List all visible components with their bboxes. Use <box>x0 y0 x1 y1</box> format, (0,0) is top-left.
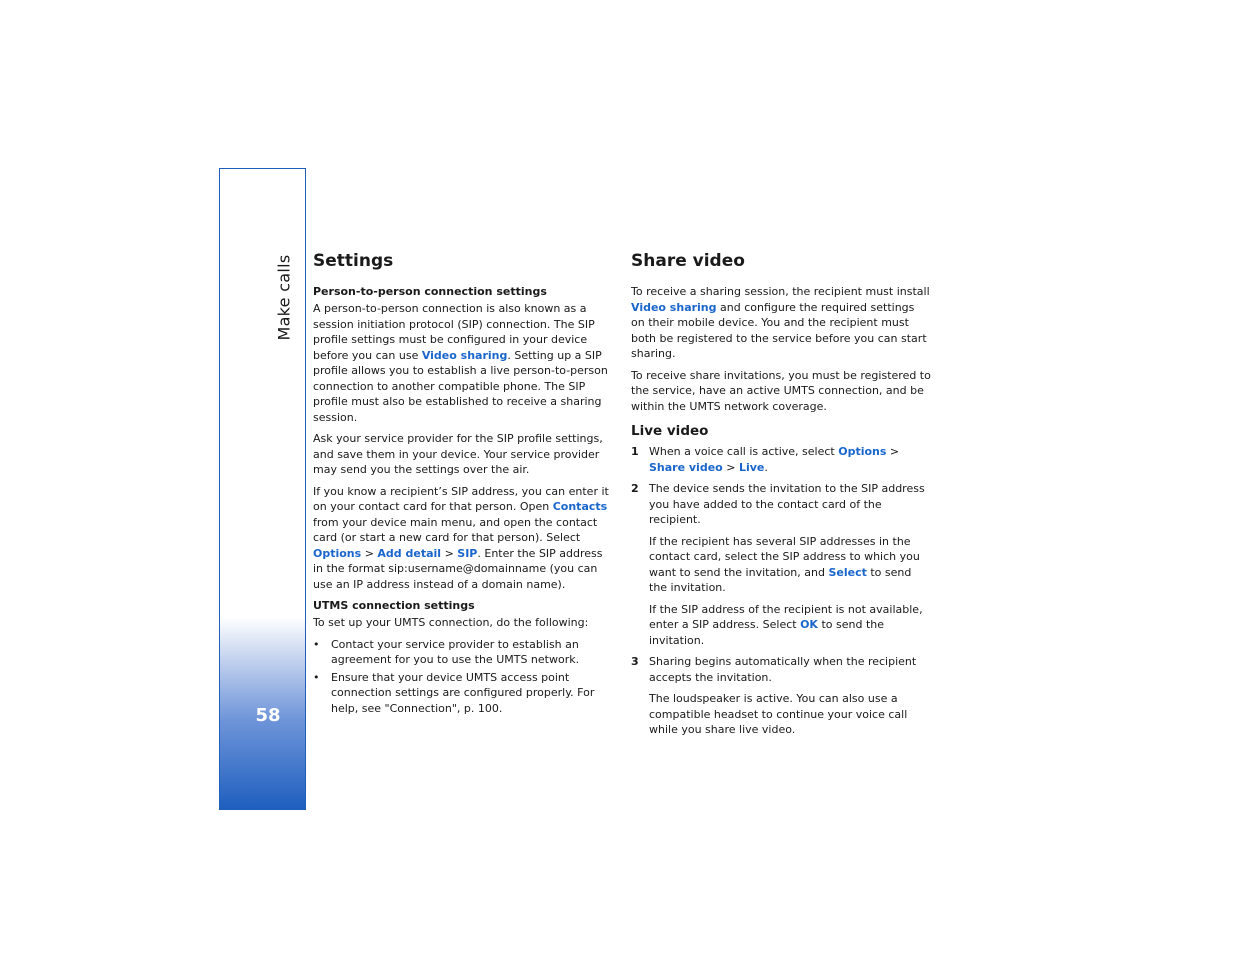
step-number: 2 <box>631 482 639 495</box>
page-number: 58 <box>255 705 281 726</box>
section-title: Make calls <box>274 253 294 341</box>
ok-link[interactable]: OK <box>800 618 818 631</box>
sip-link[interactable]: SIP <box>457 546 478 560</box>
settings-heading: Settings <box>313 251 394 271</box>
options-link[interactable]: Options <box>313 546 362 560</box>
add-detail-link[interactable]: Add detail <box>377 546 442 560</box>
select-link[interactable]: Select <box>828 565 867 579</box>
share-video-link[interactable]: Share video <box>649 460 723 474</box>
options-link[interactable]: Options <box>838 445 887 458</box>
sidebar <box>219 168 306 810</box>
share-intro-paragraph: To receive a sharing session, the recipient must install Video sharing and configure the required settings on their mobile device. You and the recipient must both be registered to the service before you can start sharing. <box>631 285 930 360</box>
list-item: • Ensure that your device UMTS access point connection settings are configured properly. For help, see "Connection", p. 100. <box>313 670 595 715</box>
umts-heading: UTMS connection settings <box>313 599 475 612</box>
share-video-column <box>631 250 931 744</box>
step-number: 3 <box>631 655 639 668</box>
bullet-icon: • <box>313 670 320 684</box>
contacts-link[interactable]: Contacts <box>552 500 608 513</box>
settings-column <box>313 250 613 718</box>
bullet-icon: • <box>313 637 320 651</box>
step-number: 1 <box>631 445 639 458</box>
step-item: 2 The device sends the invitation to the SIP address you have added to the contact card of the recipient. If the recipient has several SIP addresses in the contact card, select the SIP address to which you want to send the invitation, and Select to send the invitation. If the SIP address of the recipient is not available, enter a SIP address. Select OK to send the invitation. <box>631 482 925 647</box>
umts-intro: To set up your UMTS connection, do the following: <box>313 616 589 629</box>
share-video-heading: Share video <box>631 251 745 271</box>
step-item: 3 Sharing begins automatically when the recipient accepts the invitation. The loudspeaker is active. You can also use a compatible headset to continue your voice call while you share live video. <box>631 655 917 736</box>
video-sharing-link[interactable]: Video sharing <box>421 348 508 362</box>
sip-address-paragraph: If you know a recipient’s SIP address, you can enter it on your contact card for that person. Open Contacts from your device main menu, and open the contact card (or start a new card for that person). Select Options > Add detail > SIP. Enter the SIP address in the format sip:username@domainname (you can use an IP address instead of a domain name). <box>313 484 609 591</box>
p2p-paragraph: A person-to-person connection is also known as a session initiation protocol (SIP) connection. The SIP profile settings must be configured in your device before you can use Video sharing. Setting up a SIP profile allows you to establish a live person-to-person connection to another compatible phone. The SIP profile must also be established to receive a sharing session. <box>313 302 608 424</box>
step-item: 1 When a voice call is active, select Options > Share video > Live. <box>631 445 900 474</box>
p2p-heading: Person-to-person connection settings <box>313 285 547 298</box>
video-sharing-link[interactable]: Video sharing <box>631 300 717 314</box>
provider-paragraph: Ask your service provider for the SIP profile settings, and save them in your device. Your service provider may send you the settings over the air. <box>313 432 603 476</box>
live-video-steps <box>631 444 931 738</box>
umts-bullets <box>313 637 613 717</box>
share-invitations-paragraph: To receive share invitations, you must be registered to the service, have an active UMTS connection, and be within the UMTS network coverage. <box>631 368 931 413</box>
section-tab <box>272 253 296 341</box>
list-item: • Contact your service provider to establish an agreement for you to use the UMTS network. <box>313 637 580 666</box>
live-video-heading: Live video <box>631 423 709 439</box>
live-link[interactable]: Live <box>738 460 765 474</box>
